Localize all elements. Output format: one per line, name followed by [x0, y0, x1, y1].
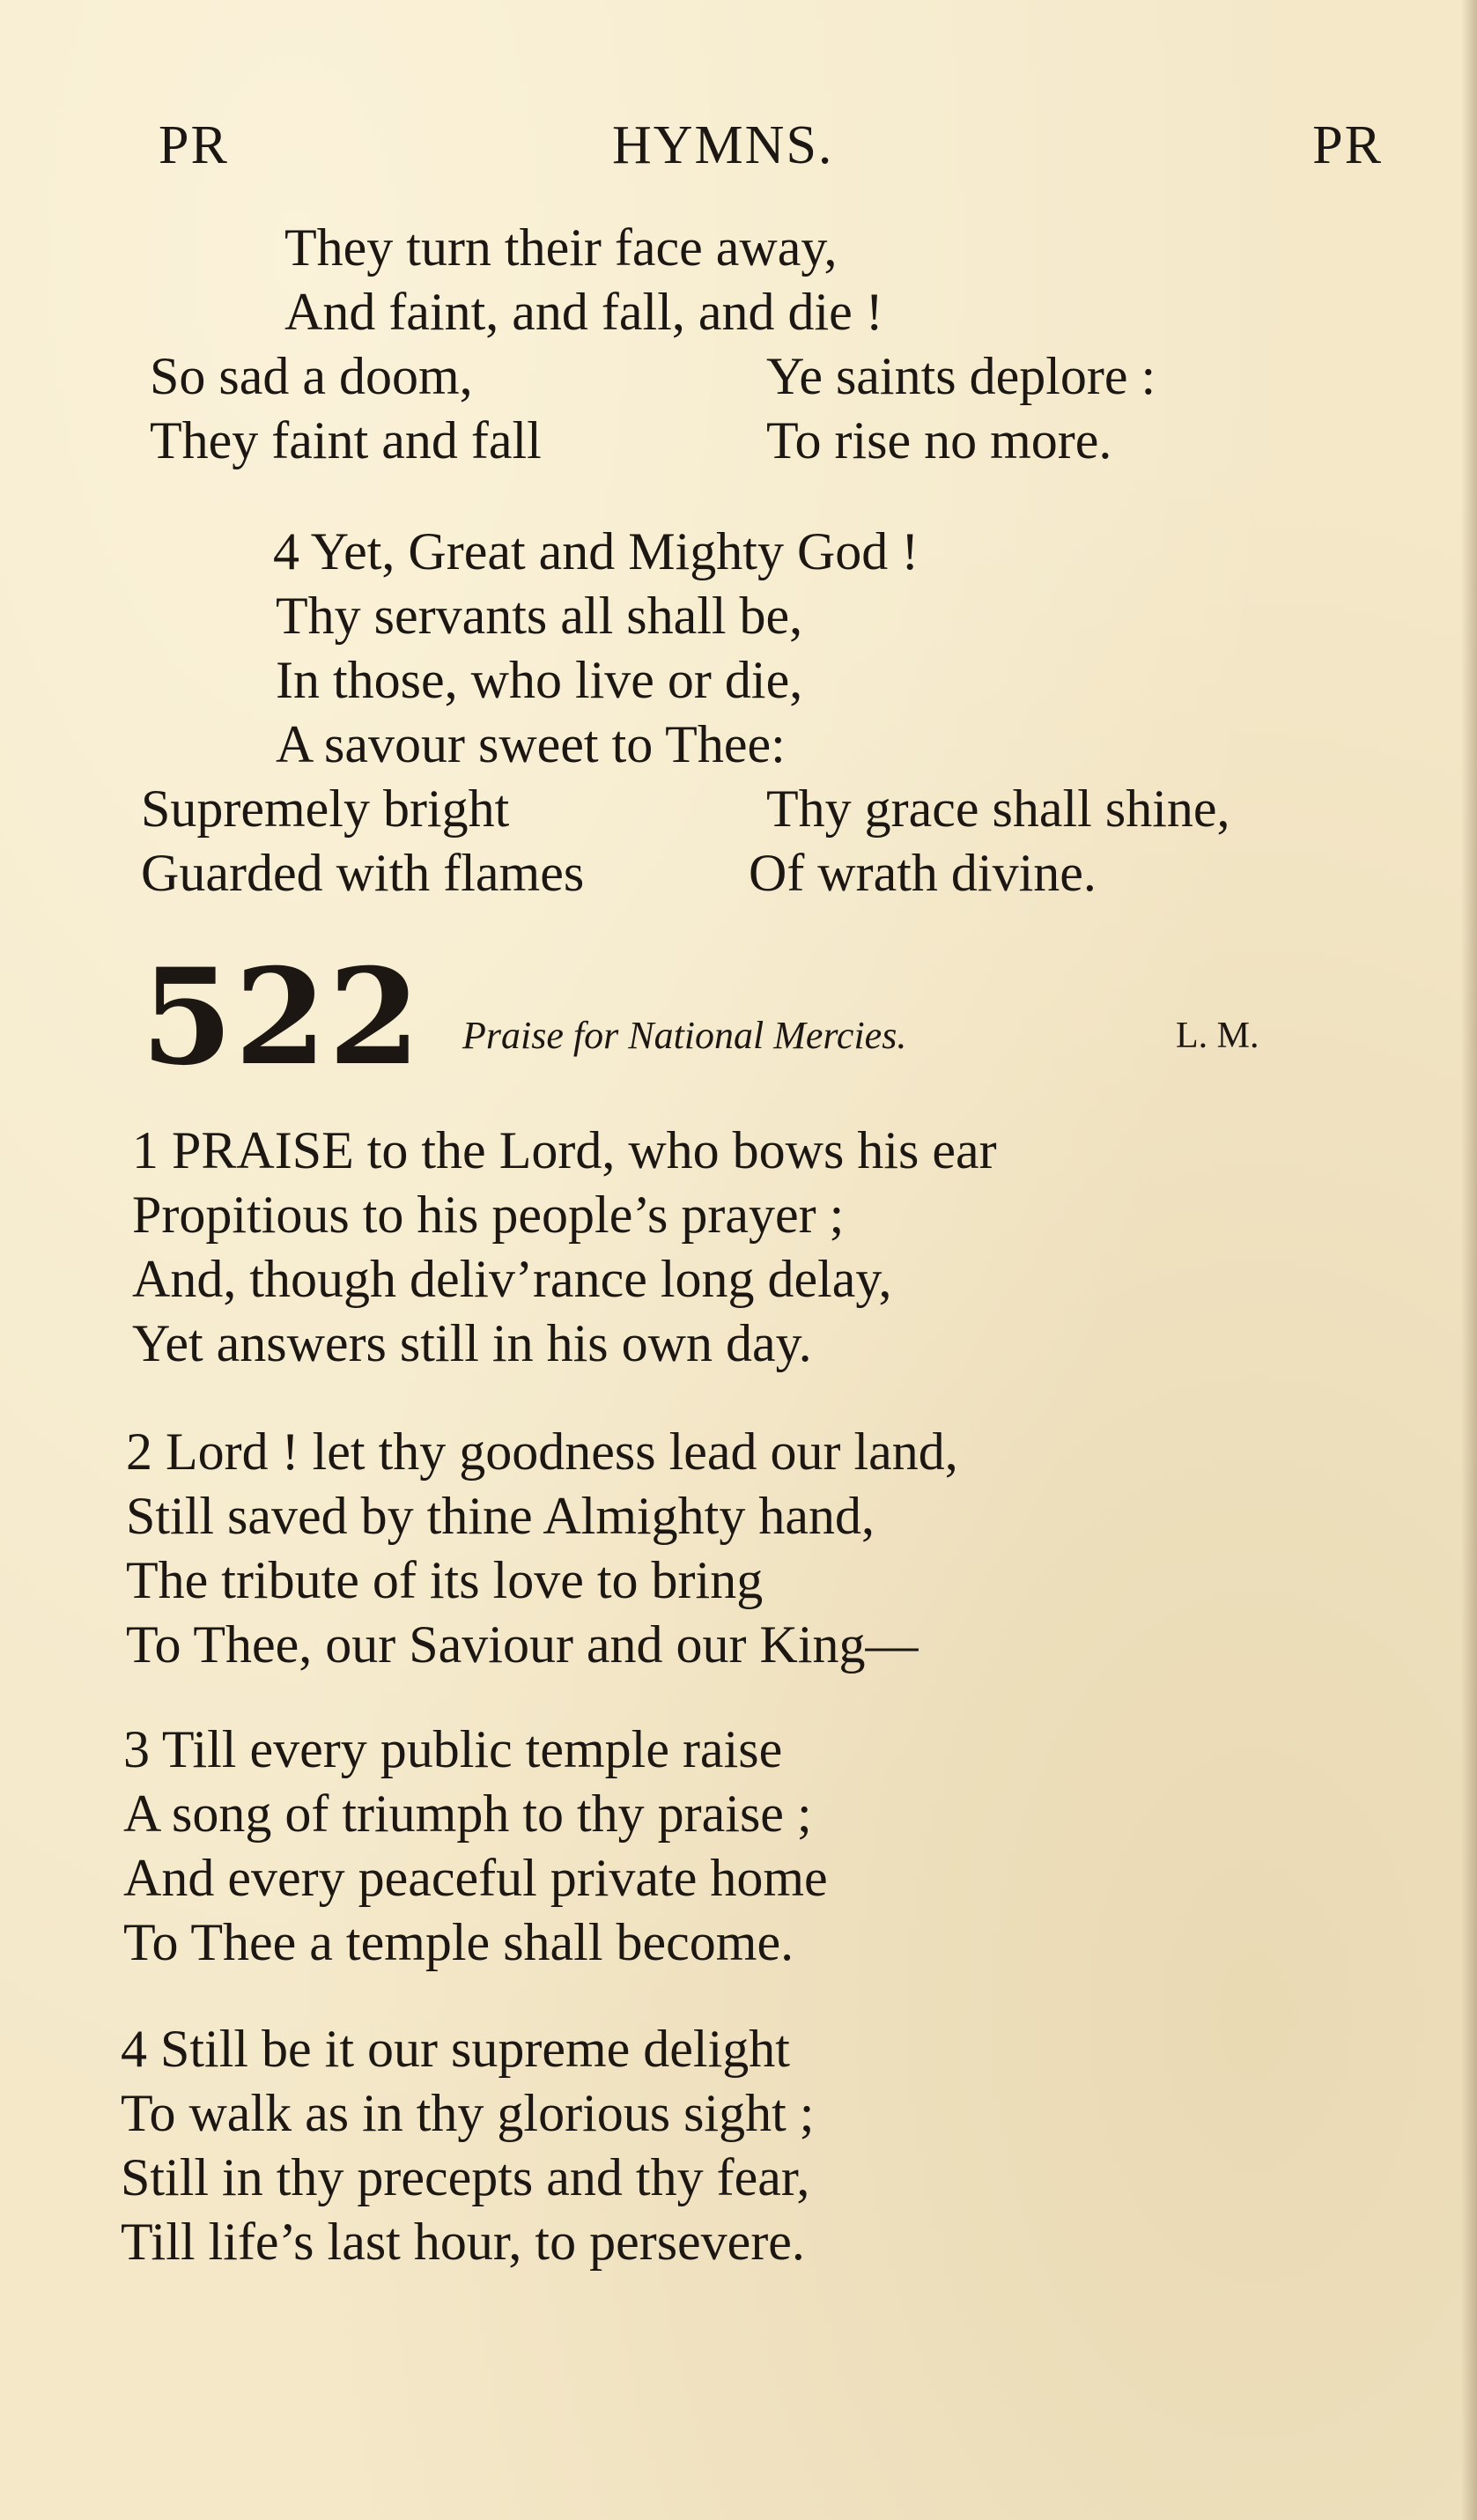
verse-line: 1 PRAISE to the Lord, who bows his ear	[132, 1121, 997, 1179]
hymn-title: Praise for National Mercies.	[462, 1014, 907, 1057]
verse-line: And every peaceful private home	[123, 1849, 828, 1907]
verse-line: Till life’s last hour, to persevere.	[121, 2213, 805, 2271]
verse-line: To Thee, our Saviour and our King—	[126, 1615, 919, 1674]
verse-line: They faint and fall To rise no more.	[150, 411, 1112, 469]
verse-line: Supremely bright Thy grace shall shine,	[141, 780, 1230, 838]
verse-line: To walk as in thy glorious sight ;	[121, 2084, 815, 2142]
verse-line: 2 Lord ! let thy goodness lead our land,	[126, 1423, 958, 1481]
verse-line: 4 Yet, Great and Mighty God !	[273, 522, 919, 580]
verse-line: The tribute of its love to bring	[126, 1551, 764, 1609]
verse-line: Still saved by thine Almighty hand,	[126, 1487, 875, 1545]
verse-line: Propitious to his people’s prayer ;	[132, 1186, 845, 1244]
running-head-left: PR	[159, 115, 229, 175]
verse-line: And, though deliv’rance long delay,	[132, 1250, 892, 1308]
verse-line: And faint, and fall, and die !	[284, 283, 883, 341]
verse-line: In those, who live or die,	[276, 651, 803, 709]
verse-line: Guarded with flames Of wrath divine.	[141, 844, 1097, 902]
verse-line: To Thee a temple shall become.	[123, 1913, 794, 1971]
verse-line: Yet answers still in his own day.	[132, 1314, 812, 1372]
verse-line: 3 Till every public temple raise	[123, 1720, 783, 1778]
verse-line: They turn their face away,	[284, 218, 838, 277]
verse-line: So sad a doom, Ye saints deplore :	[150, 347, 1156, 405]
verse-line: Thy servants all shall be,	[276, 587, 803, 645]
page-edge-shadow	[1461, 0, 1477, 2520]
running-head-right: PR	[1312, 115, 1383, 175]
hymn-number: 522	[141, 940, 423, 1095]
running-head	[159, 115, 1383, 185]
verse-line: A savour sweet to Thee:	[276, 715, 786, 773]
verse-line: A song of triumph to thy praise ;	[123, 1785, 812, 1843]
running-head-title: HYMNS.	[612, 115, 834, 175]
verse-line: 4 Still be it our supreme delight	[121, 2020, 790, 2078]
hymn-meter: L. M.	[1176, 1016, 1259, 1056]
verse-line: Still in thy precepts and thy fear,	[121, 2148, 810, 2206]
